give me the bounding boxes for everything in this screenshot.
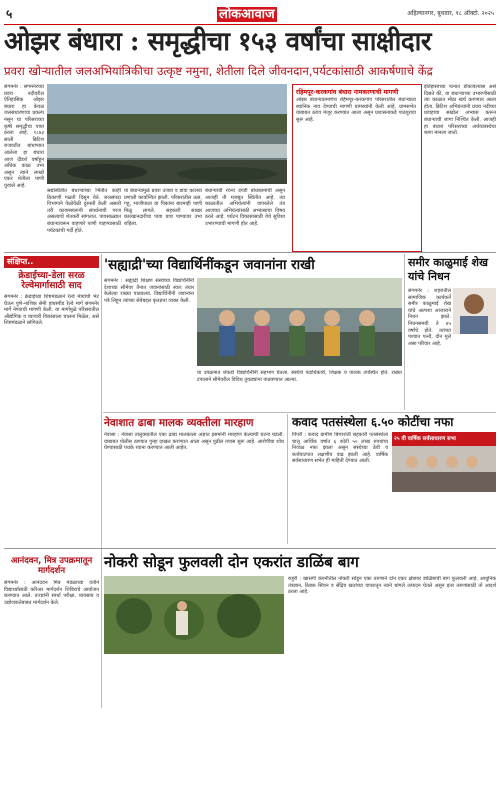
brief-label: संक्षिप्त.. [4,256,99,268]
second-brief-text: संगमनेर : आनंदवन मित्र मंडळाच्या वतीने विद्यार्थ्यांसाठी करिअर मार्गदर्शन शिबिराचे आयोजन करण्यात आले. तज्ज्ञांनी स्पर्धा परीक्षा, व्यवसाय व उद्योजकतेबाबत मार्गदर्शन केले. [4,580,99,606]
page-number: ५ [6,7,13,21]
section-rule-2 [103,412,496,413]
farm-headline: नोकरी सोडून फुलवली दोन एकरांत डाळिंब बाग [104,553,359,571]
lead-col-4: बंधाऱ्याची रचना दगडी बांधकामाची असून आजही ती मजबूत स्थितीत आहे. त्या काळातील अभियंत्यांनी वापरलेले तंत्र आजच्या अभियंत्यांसाठी अभ्यासाचा विषय ठरले आहे. पर्यटन विकासासाठी येथे सुविधा उभारण्याची मागणी होत आहे. [205,188,285,227]
masthead [4,3,496,25]
date-line: अहिल्यानगर, बुधवार, १८ ऑक्टो. २०२५ [407,10,494,17]
lead-headline: ओझर बंधारा : समृद्धीचा १५३ वर्षांचा साक्षीदार [4,27,431,57]
obituary-headline: समीर काळुमाई शेख यांचे निधन [408,256,488,283]
obituary-photo [453,288,496,334]
lead-col-3: या बंधाऱ्यामुळे प्रवरा उजवा व डावा कालवा प्रणाली कार्यान्वित झाली. परिसरातील ऊस, गहू, भाजीपाला या पिकांना बारमाही पाणी मिळू लागले. सहकारी साखर कारखानदारीचा पाया याच पाण्यावर उभा राहिला. [124,188,202,227]
column-divider-3 [287,414,288,544]
kidnap-headline: नेवाशात ढाबा मालक व्यक्तीला मारहाण [104,417,254,429]
obituary-text: संगमनेर : शहरातील सामाजिक कार्यकर्ते समीर काळुमाई शेख यांचे अल्पशा आजाराने निधन झाले. निधनसमयी ते ४५ वर्षांचे होते. त्यांच्या पश्चात पत्नी, दोन मुले असा परिवार आहे. [408,288,451,347]
column-divider [101,254,102,708]
box-story-title: रहिमपूर-करकगांव बंधारा नामकरणाची मागणी [296,89,399,96]
rakhi-photo [197,278,402,366]
farm-photo [104,576,284,654]
right-top-text: इतिहासाच्या पानात डोकावल्यास असे दिसते की, या बंधाऱ्याच्या उभारणीसाठी त्या काळात मोठा खर्च करण्यात आला होता. ब्रिटिश अभियंत्यांनी प्रवरा नदीच्या प्रवाहाचा सखोल अभ्यास करून बंधाऱ्याची जागा निश्चित केली. आजही हा बंधारा परिसराच्या अर्थव्यवस्थेचा कणा मानला जातो. [424,84,496,137]
rakhi-headline: 'सह्याद्री'च्या विद्यार्थिनींकडून जवानांना राखी [104,257,315,273]
lead-col-1: संगमनेर : संगमनेरच्या प्रवरा नदीवरील ऐतिहासिक ओझर बंधारा हा केवळ जलसंधारणाचा प्रकल्प नसून या परिसराच्या कृषी समृद्धीचा पाया ठरला आहे. १८७३ साली ब्रिटिश राजवटीत बांधण्यात आलेला हा बंधारा आज दीडशे वर्षांहून अधिक काळ उभा असून त्याने लाखो एकर शेतीला पाणी पुरवले आहे. [4,84,44,189]
lead-subheadline: प्रवरा खोऱ्यातील जलअभियांत्रिकीचा उत्कृष्ट नमुना, शेतीला दिले जीवनदान,पर्यटकांसाठी आकर्षणाचे केंद्र [4,64,433,78]
bank-text: पिंपरी : कवाद ग्रामीण बिगरशेती सहकारी पतसंस्थेला चालू आर्थिक वर्षात ६ कोटी ५० लाख रुपयांचा निव्वळ नफा झाला असून संस्थेच्या ठेवी व कर्जवाटपात लक्षणीय वाढ झाली आहे. वार्षिक सर्वसाधारण सभेत ही माहिती देण्यात आली. [292,432,388,465]
second-brief-title: आनंदवन, मित्र उपक्रमातून मार्गदर्शन [10,556,93,576]
farm-text: राहुरी : खासगी कंपनीतील नोकरी सोडून एका तरुणाने दोन एकर क्षेत्रावर डाळिंबाची बाग फुलवली आहे. आधुनिक तंत्रज्ञान, ठिबक सिंचन व सेंद्रिय खतांच्या वापरातून त्याने चांगले उत्पादन घेतले असून इतर तरुणांसाठी तो आदर्श ठरला आहे. [288,576,496,596]
rakhi-text-2: या उपक्रमात शेकडो विद्यार्थिनींनी सहभाग घेतला. संस्थेचे पदाधिकारी, शिक्षक व पालक उपस्थित होते. राख्या टपालाने सीमेवरील विविध तुकड्यांना पाठवण्यात आल्या. [197,370,402,383]
brief-text: संगमनेर : क्रेडाईच्या शिष्टमंडळाने रेल्वे मंत्र्यांची भेट घेऊन पुणे-नाशिक सेमी हायस्पीड रेल्वे मार्ग संगमनेर मार्गे नेण्याची मागणी केली. या मार्गामुळे परिसरातील औद्योगिक व व्यापारी विकासाला चालना मिळेल, असे शिष्टमंडळाने सांगितले. [4,294,99,327]
kidnap-text: नेवासा : नेवासा तालुक्यातील एका ढाबा मालकाला अज्ञात इसमांनी मारहाण केल्याची घटना घडली. याबाबत पोलीस ठाण्यात गुन्हा दाखल करण्यात आला असून पुढील तपास सुरू आहे. आरोपींचा शोध घेण्यासाठी पथके रवाना करण्यात आली आहेत. [104,432,284,452]
column-divider-2 [404,254,405,410]
lead-col-2: सद्यस्थितीत बंधाऱ्याच्या भिंतीत काही ठिकाणी गळती दिसून येते. जलसंपदा विभागाने वेळोवेळी दुरुस्ती केली असली तरी कायमस्वरूपी संवर्धनाची गरज असल्याचे शेतकरी सांगतात. पावसाळ्यात बंधाऱ्यावरून वाहणारे पाणी पाहण्यासाठी पर्यटकांची गर्दी होते. [47,188,121,234]
masthead-rule [4,24,496,25]
rakhi-text-1: संगमनेर : सह्याद्री शिक्षण संस्थेच्या विद्यार्थिनींनी देशाच्या सीमेवर तैनात जवानांसाठी स्वतः तयार केलेल्या राख्या पाठवल्या. विद्यार्थिनींनी जवानांना पत्रे लिहून त्यांच्या सेवेबद्दल कृतज्ञता व्यक्त केली. [104,278,194,304]
section-rule-3 [4,548,496,549]
box-story-text: ओझर बंधाऱ्याप्रमाणेच रहिमपूर-करकगांव परिसरातील बंधाऱ्याला स्थानिक नाव देण्याची मागणी ग्रामस्थांनी केली आहे. ग्रामसभेत याबाबत ठराव मंजूर करण्यात आला असून प्रशासनाकडे पाठपुरावा सुरू आहे. [296,97,416,123]
paper-logo: लोकआवाज [219,7,275,22]
dam-photo [47,84,287,184]
bank-headline: कवाद पतसंस्थेला ६.५० कोटींचा नफा [292,415,454,429]
bank-banner: २५ वी वार्षिक सर्वसाधारण सभा [394,436,456,442]
section-rule-1 [4,252,496,253]
brief-title: क्रेडाईच्या-डेला सरळ रेल्वेमार्गासाठी साद [18,271,85,291]
